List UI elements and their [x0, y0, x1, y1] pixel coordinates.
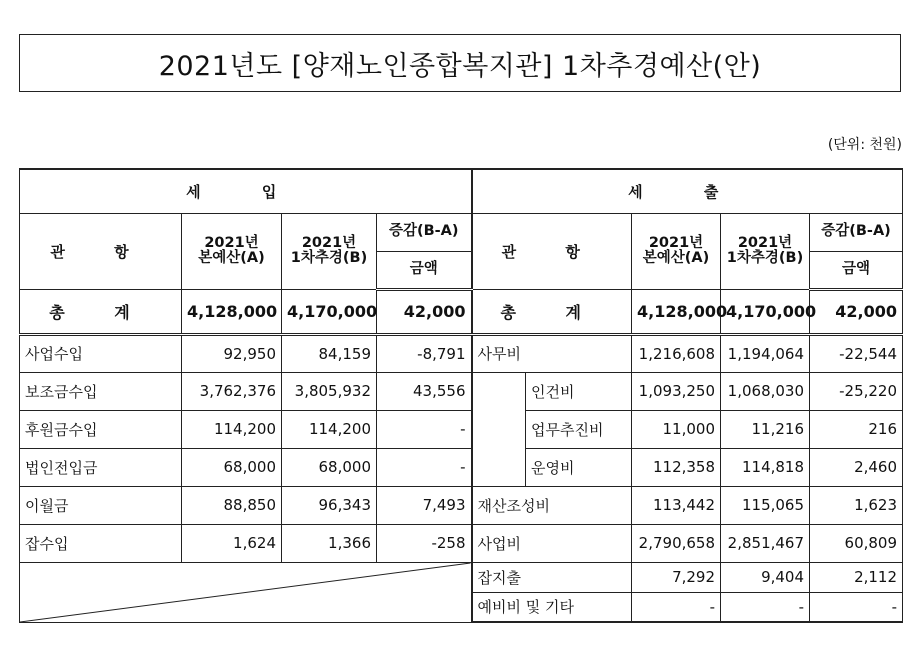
expense-supp: 114,818 [721, 448, 810, 486]
table-row [20, 486, 903, 524]
expense-base: 112,358 [632, 448, 721, 486]
expense-sublabel: 업무추진비 [526, 410, 632, 448]
income-label: 보조금수입 [20, 372, 182, 410]
expense-base-header: 2021년 본예산(A) [632, 213, 721, 289]
expense-label: 예비비 및 기타 [472, 592, 632, 622]
expense-diff: 60,809 [810, 524, 903, 562]
income-diff-header: 증감(B-A) [377, 213, 472, 251]
expense-indent-spacer [472, 372, 526, 486]
income-supp: 3,805,932 [282, 372, 377, 410]
expense-total-label: 총 계 [472, 289, 632, 334]
expense-diff: 2,112 [810, 562, 903, 592]
expense-base: 7,292 [632, 562, 721, 592]
income-supp: 96,343 [282, 486, 377, 524]
income-diff: -8,791 [377, 334, 472, 372]
expense-supp: 9,404 [721, 562, 810, 592]
income-diff: - [377, 448, 472, 486]
expense-diff: -22,544 [810, 334, 903, 372]
income-supp: 84,159 [282, 334, 377, 372]
expense-total-diff: 42,000 [810, 289, 903, 334]
empty-diagonal-cell [20, 562, 472, 622]
table-row [20, 524, 903, 562]
income-header: 세 입 [20, 169, 472, 213]
income-total-supp: 4,170,000 [282, 289, 377, 334]
income-diff: 43,556 [377, 372, 472, 410]
expense-label: 사무비 [472, 334, 632, 372]
diagonal-line [20, 563, 471, 622]
income-total-base: 4,128,000 [182, 289, 282, 334]
table-row [20, 372, 903, 410]
expense-supp: 2,851,467 [721, 524, 810, 562]
income-label: 사업수입 [20, 334, 182, 372]
expense-gwanhang-header: 관 항 [472, 213, 632, 289]
expense-sublabel: 인건비 [526, 372, 632, 410]
table-row [20, 562, 903, 592]
table-row [20, 410, 903, 448]
expense-sublabel: 운영비 [526, 448, 632, 486]
expense-base: - [632, 592, 721, 622]
unit-label: (단위: 천원) [827, 137, 902, 153]
expense-diff: 216 [810, 410, 903, 448]
expense-label: 사업비 [472, 524, 632, 562]
income-label: 잡수입 [20, 524, 182, 562]
expense-diff: -25,220 [810, 372, 903, 410]
expense-total-supp: 4,170,000 [721, 289, 810, 334]
income-supp-header: 2021년 1차추경(B) [282, 213, 377, 289]
income-label: 법인전입금 [20, 448, 182, 486]
income-diff: 7,493 [377, 486, 472, 524]
income-base: 92,950 [182, 334, 282, 372]
expense-diff: 2,460 [810, 448, 903, 486]
expense-supp: 1,068,030 [721, 372, 810, 410]
expense-label: 잡지출 [472, 562, 632, 592]
expense-supp-header: 2021년 1차추경(B) [721, 213, 810, 289]
expense-supp: - [721, 592, 810, 622]
income-total-label: 총 계 [20, 289, 182, 334]
income-gwanhang-header: 관 항 [20, 213, 182, 289]
total-row [20, 289, 903, 334]
table-row [20, 448, 903, 486]
expense-diff-header: 증감(B-A) [810, 213, 903, 251]
table-row [20, 334, 903, 372]
income-supp: 114,200 [282, 410, 377, 448]
expense-base: 1,216,608 [632, 334, 721, 372]
expense-supp: 11,216 [721, 410, 810, 448]
income-base-header: 2021년 본예산(A) [182, 213, 282, 289]
expense-base: 113,442 [632, 486, 721, 524]
expense-header: 세 출 [472, 169, 903, 213]
income-base: 88,850 [182, 486, 282, 524]
expense-amount-header: 금액 [810, 251, 903, 289]
expense-diff: - [810, 592, 903, 622]
expense-supp: 115,065 [721, 486, 810, 524]
income-diff: -258 [377, 524, 472, 562]
income-supp: 1,366 [282, 524, 377, 562]
page-title: 2021년도 [양재노인종합복지관] 1차추경예산(안) [19, 34, 901, 92]
expense-supp: 1,194,064 [721, 334, 810, 372]
expense-base: 1,093,250 [632, 372, 721, 410]
expense-diff: 1,623 [810, 486, 903, 524]
expense-total-base: 4,128,000 [632, 289, 721, 334]
income-base: 3,762,376 [182, 372, 282, 410]
income-base: 114,200 [182, 410, 282, 448]
expense-base: 2,790,658 [632, 524, 721, 562]
income-base: 68,000 [182, 448, 282, 486]
expense-base: 11,000 [632, 410, 721, 448]
budget-table [19, 168, 903, 623]
income-total-diff: 42,000 [377, 289, 472, 334]
expense-label: 재산조성비 [472, 486, 632, 524]
income-amount-header: 금액 [377, 251, 472, 289]
income-diff: - [377, 410, 472, 448]
income-label: 이월금 [20, 486, 182, 524]
income-supp: 68,000 [282, 448, 377, 486]
income-base: 1,624 [182, 524, 282, 562]
income-label: 후원금수입 [20, 410, 182, 448]
